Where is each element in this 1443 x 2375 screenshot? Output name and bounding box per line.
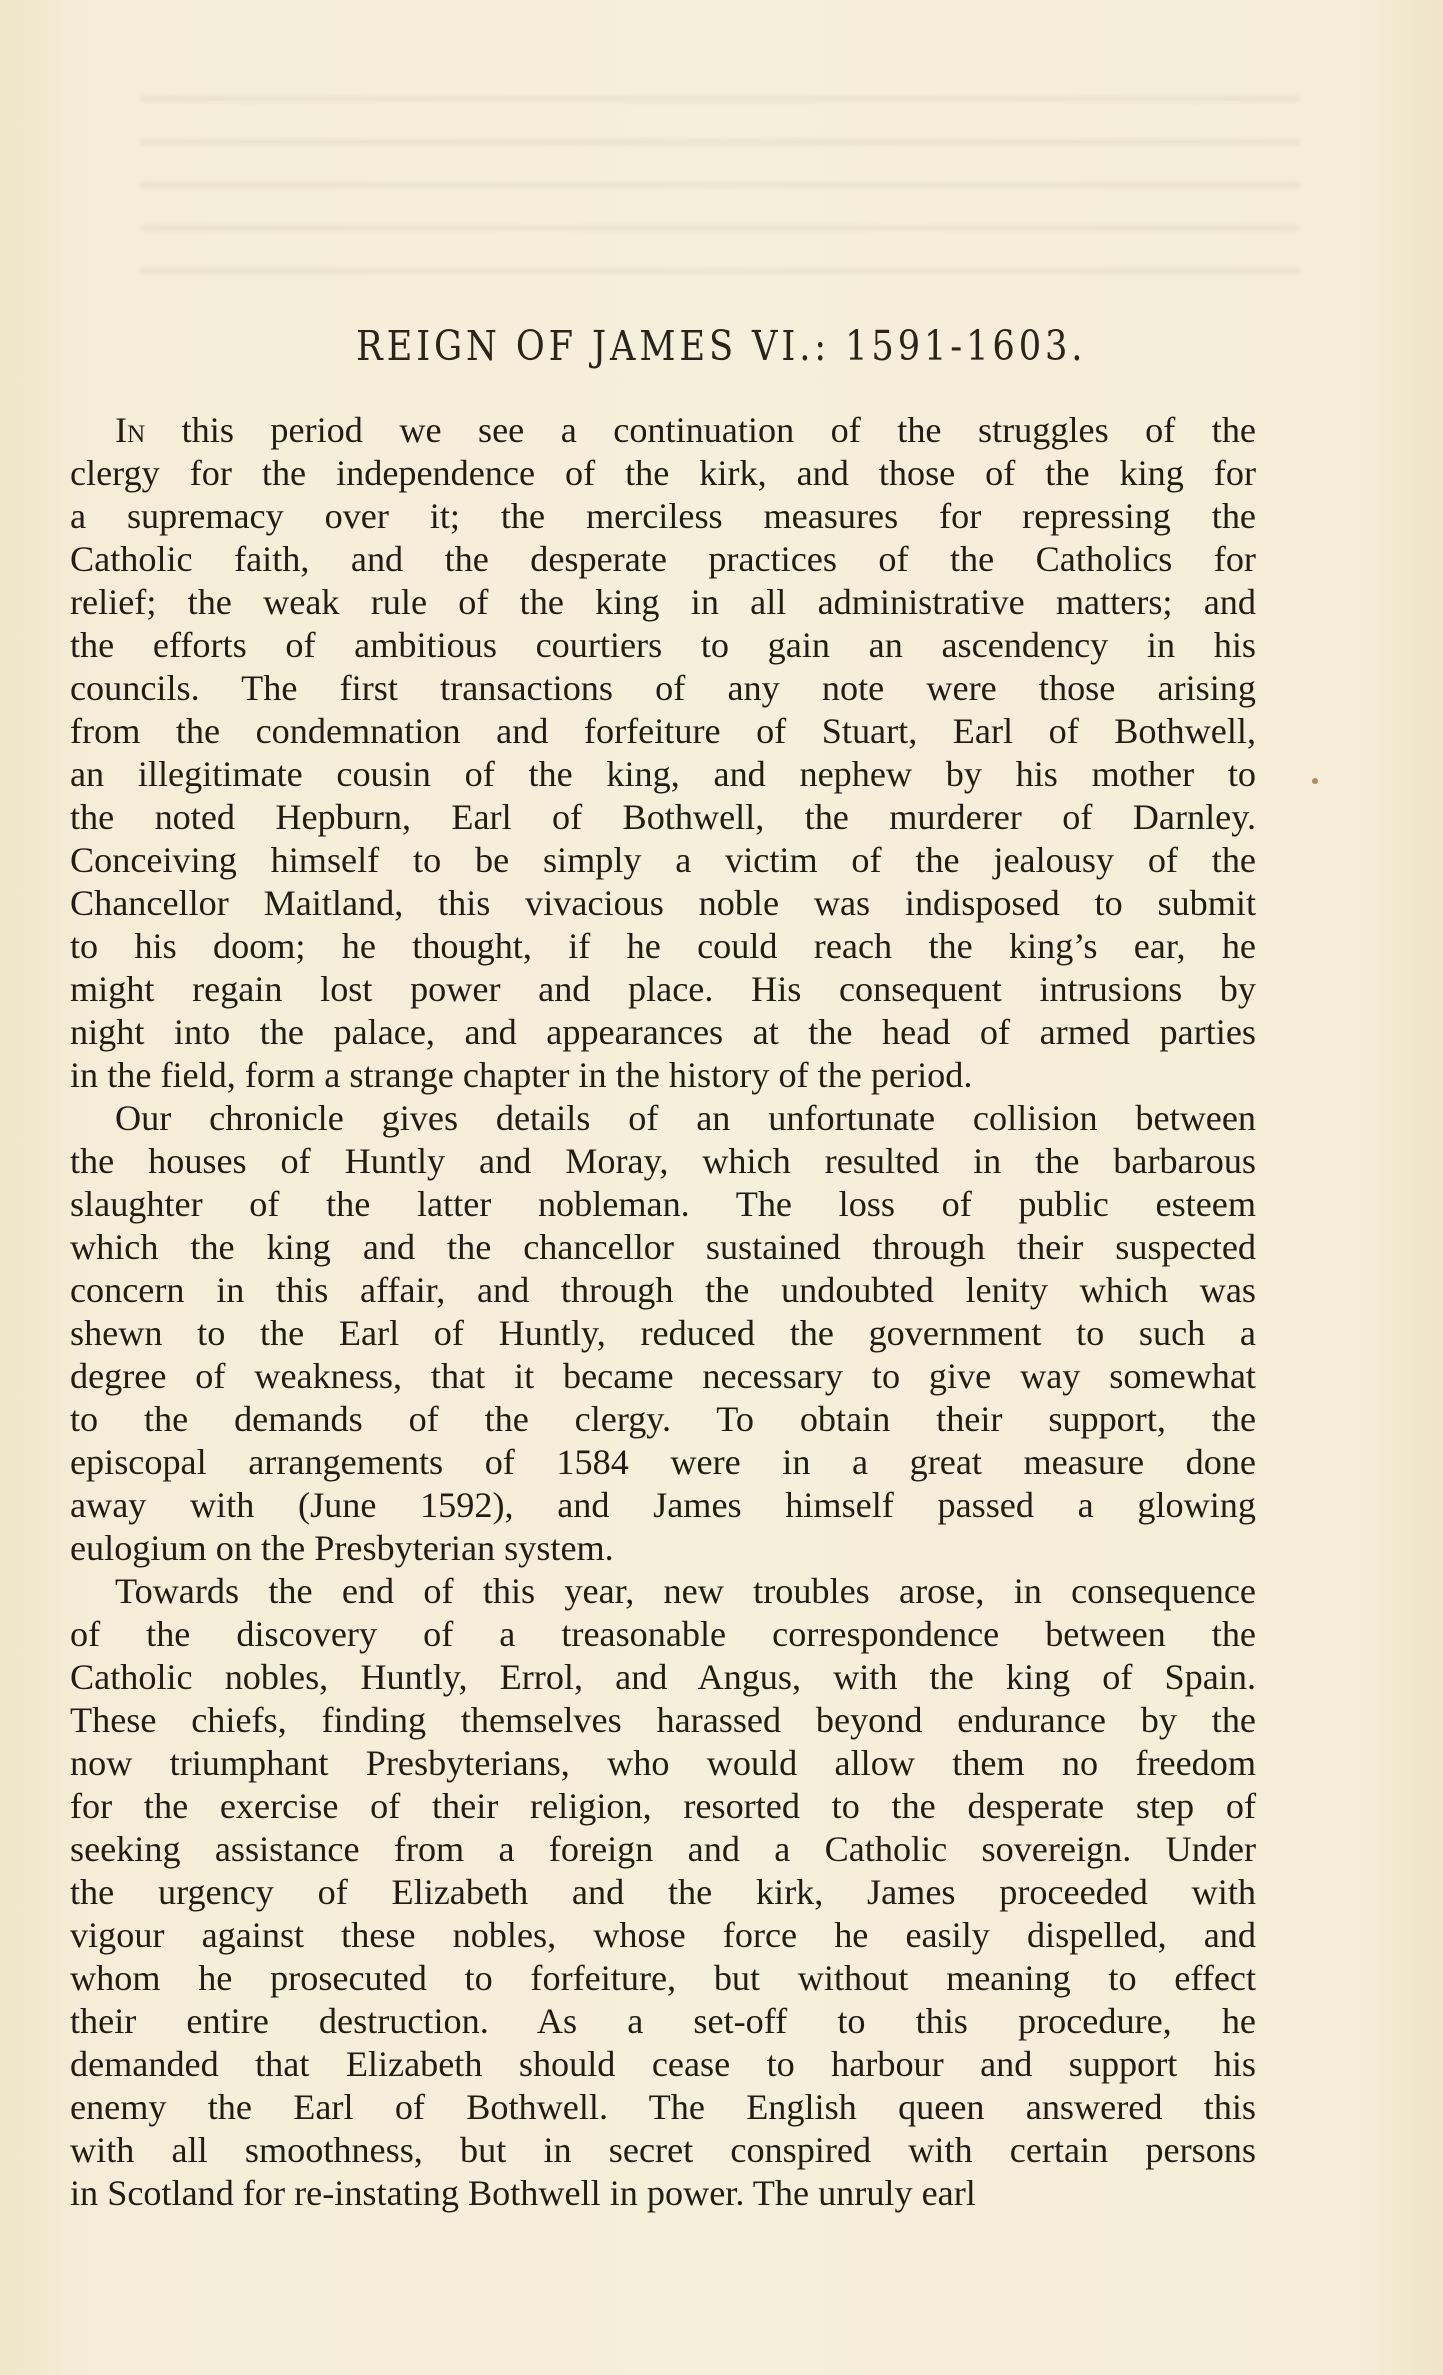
text-line: away with (June 1592), and James himself passed a glowing xyxy=(70,1485,1256,1525)
text-line: degree of weakness, that it became necessary to give way somewhat xyxy=(70,1356,1256,1396)
text-line: to his doom; he thought, if he could reach the king’s ear, he xyxy=(70,926,1256,966)
text-line: might regain lost power and place. His consequent intrusions by xyxy=(70,969,1256,1009)
text-line: enemy the Earl of Bothwell. The English queen answered this xyxy=(70,2087,1256,2127)
chapter-title: REIGN OF JAMES VI.: 1591-1603. xyxy=(356,322,1087,370)
text-line: slaughter of the latter nobleman. The loss of public esteem xyxy=(70,1184,1256,1224)
paragraph xyxy=(70,1570,1256,2215)
text-line: In this period we see a continuation of the struggles of the xyxy=(115,410,1256,450)
text-line: councils. The first transactions of any note were those arising xyxy=(70,668,1256,708)
text-line: Chancellor Maitland, this vivacious noble was indisposed to submit xyxy=(70,883,1256,923)
text-line: the noted Hepburn, Earl of Bothwell, the murderer of Darnley. xyxy=(70,797,1256,837)
text-line: eulogium on the Presbyterian system. xyxy=(70,1528,614,1568)
text-line: from the condemnation and forfeiture of Stuart, Earl of Bothwell, xyxy=(70,711,1256,751)
text-line: the houses of Huntly and Moray, which resulted in the barbarous xyxy=(70,1141,1256,1181)
text-line: in Scotland for re-instating Bothwell in power. The unruly earl xyxy=(70,2173,976,2213)
text-line: demanded that Elizabeth should cease to harbour and support his xyxy=(70,2044,1256,2084)
text-line: Catholic nobles, Huntly, Errol, and Angus, with the king of Spain. xyxy=(70,1657,1256,1697)
text-line: with all smoothness, but in secret conspired with certain persons xyxy=(70,2130,1256,2170)
text-line: the efforts of ambitious courtiers to gain an ascendency in his xyxy=(70,625,1256,665)
text-line: in the field, form a strange chapter in the history of the period. xyxy=(70,1055,973,1095)
text-line: a supremacy over it; the merciless measures for repressing the xyxy=(70,496,1256,536)
text-line: Catholic faith, and the desperate practices of the Catholics for xyxy=(70,539,1256,579)
text-line: now triumphant Presbyterians, who would allow them no freedom xyxy=(70,1743,1256,1783)
text-line: night into the palace, and appearances at the head of armed parties xyxy=(70,1012,1256,1052)
ink-speck xyxy=(1312,778,1318,784)
text-line: their entire destruction. As a set-off to this procedure, he xyxy=(70,2001,1256,2041)
text-line: an illegitimate cousin of the king, and nephew by his mother to xyxy=(70,754,1256,794)
text-line: for the exercise of their religion, resorted to the desperate step of xyxy=(70,1786,1256,1826)
paragraph xyxy=(70,409,1256,1097)
text-line: to the demands of the clergy. To obtain their support, the xyxy=(70,1399,1256,1439)
text-line: concern in this affair, and through the undoubted lenity which was xyxy=(70,1270,1256,1310)
text-line: which the king and the chancellor sustained through their suspected xyxy=(70,1227,1256,1267)
paragraph xyxy=(70,1097,1256,1570)
text-line: vigour against these nobles, whose force he easily dispelled, and xyxy=(70,1915,1256,1955)
text-line: episcopal arrangements of 1584 were in a great measure done xyxy=(70,1442,1256,1482)
text-line: These chiefs, finding themselves harassed beyond endurance by the xyxy=(70,1700,1256,1740)
text-line: clergy for the independence of the kirk, and those of the king for xyxy=(70,453,1256,493)
text-line: Our chronicle gives details of an unfortunate collision between xyxy=(115,1098,1256,1138)
text-line: shewn to the Earl of Huntly, reduced the government to such a xyxy=(70,1313,1256,1353)
text-line: Conceiving himself to be simply a victim of the jealousy of the xyxy=(70,840,1256,880)
text-line: seeking assistance from a foreign and a Catholic sovereign. Under xyxy=(70,1829,1256,1869)
text-line: Towards the end of this year, new troubles arose, in consequence xyxy=(115,1571,1256,1611)
text-line: the urgency of Elizabeth and the kirk, James proceeded with xyxy=(70,1872,1256,1912)
show-through-text xyxy=(140,70,1300,280)
text-line: of the discovery of a treasonable correspondence between the xyxy=(70,1614,1256,1654)
text-line: whom he prosecuted to forfeiture, but without meaning to effect xyxy=(70,1958,1256,1998)
body-text xyxy=(70,409,1256,2215)
text-line: relief; the weak rule of the king in all administrative matters; and xyxy=(70,582,1256,622)
